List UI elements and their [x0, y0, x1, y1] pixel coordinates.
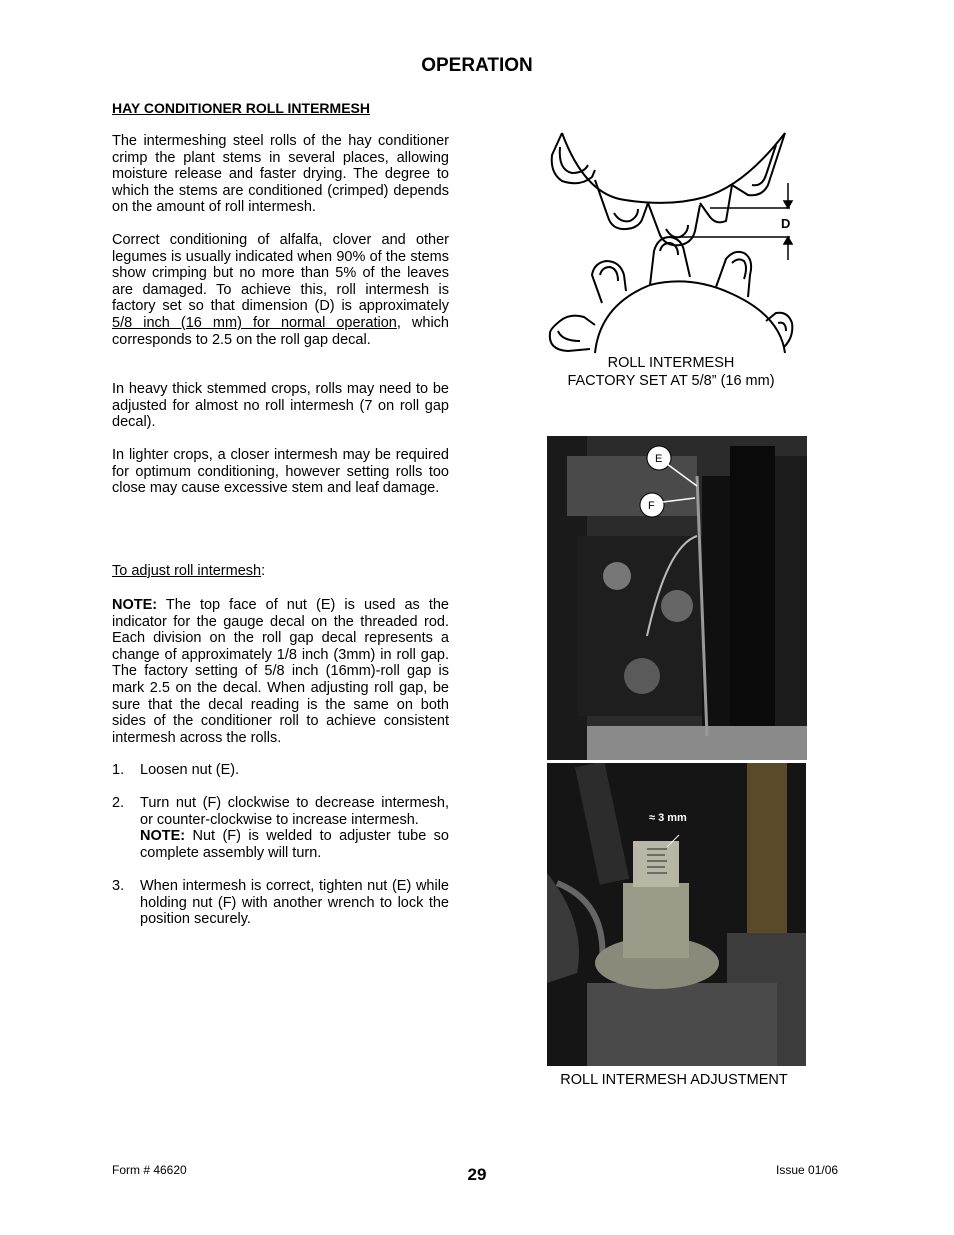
adjust-heading-block: [112, 563, 449, 580]
photo-label-e: E: [655, 453, 663, 465]
step-number: 3.: [112, 878, 125, 894]
note-paragraph: [112, 597, 449, 746]
form-number: Form # 46620: [112, 1163, 187, 1177]
step-text: Turn nut (F) clockwise to decrease intermesh, or counter-clockwise to increase intermesh.: [140, 795, 449, 828]
photo-caption: ROLL INTERMESH ADJUSTMENT: [560, 1072, 788, 1088]
photo-gauge-closeup: [547, 763, 806, 1066]
photo-label-f: F: [648, 500, 655, 512]
page-title: OPERATION: [421, 55, 533, 76]
issue-date: Issue 01/06: [776, 1163, 839, 1177]
note-text: The top face of nut (E) is used as the indicator for the gauge decal on the threaded rod. Each division on the roll gap decal represents a change of approximately 1/8 inch (3mm) in roll gap. The factory setting of 5/8 inch (16mm)-roll gap is mark 2.5 on the decal. When adjusting roll gap, be sure that the decal reading is the same on both sides of the conditioner roll to achieve consistent intermesh across the rolls.: [112, 597, 449, 746]
paragraph-2-underlined: 5/8 inch (16 mm) for normal operation: [112, 314, 397, 331]
paragraph-1: The intermeshing steel rolls of the hay conditioner crimp the plant stems in several places, allowing moisture release and faster drying. The degree to which the stems are conditioned (crimped) depends on the amount of roll intermesh.: [112, 133, 449, 216]
dimension-d-label: D: [781, 216, 791, 231]
note-label: NOTE:: [112, 597, 158, 613]
page-number: 29: [467, 1165, 487, 1184]
diagram-caption-line-1: ROLL INTERMESH: [607, 355, 735, 371]
paragraph-3: In heavy thick stemmed crops, rolls may need to be adjusted for almost no roll intermesh (7 on roll gap decal).: [112, 381, 449, 431]
diagram-caption: [540, 354, 802, 390]
photo-gauge-closeup-image: [547, 763, 806, 1066]
adjust-heading-colon: :: [261, 563, 266, 579]
paragraph-heavy-crops: [112, 381, 449, 431]
diagram-caption-line-2: FACTORY SET AT 5/8” (16 mm): [567, 373, 775, 389]
paragraph-4: In lighter crops, a closer intermesh may be required for optimum conditioning, however setting rolls too close may cause excessive stem and leaf damage.: [112, 447, 449, 497]
step-number: 1.: [112, 762, 125, 778]
step-note-text: Nut (F) is welded to adjuster tube so complete assembly will turn.: [140, 828, 449, 861]
adjust-heading-line: [112, 563, 449, 580]
paragraph-light-crops: [112, 447, 449, 497]
roll-intermesh-diagram: [540, 125, 810, 355]
gauge-label: ≈ 3 mm: [649, 812, 687, 824]
photo-adjuster-assembly: [547, 436, 807, 760]
paragraph-2: [112, 232, 449, 348]
adjust-heading: To adjust roll intermesh: [112, 563, 262, 579]
step-note-label: NOTE:: [140, 828, 186, 845]
step-text: Loosen nut (E).: [140, 762, 240, 778]
note-block: [112, 597, 449, 746]
paragraph-conditioning: [112, 232, 449, 348]
paragraph-2-start: Correct conditioning of alfalfa, clover and other legumes is usually indicated when 90% of the stems show crimping but no more than 5% of the leaves are damaged. To achieve this, roll intermesh is factory set so that dimension (D) is approximately: [112, 232, 449, 315]
paragraph-2-end: , which corresponds to 2.5 on the roll gap decal.: [112, 314, 449, 348]
step-text-block: [140, 795, 449, 861]
photo-adjuster-assembly-image: [547, 436, 807, 760]
section-heading: HAY CONDITIONER ROLL INTERMESH: [112, 100, 370, 116]
step-number: 2.: [112, 795, 125, 811]
paragraph-intro: [112, 133, 449, 216]
step-text: When intermesh is correct, tighten nut (E) while holding nut (F) with another wrench to lock the position securely.: [140, 878, 449, 928]
